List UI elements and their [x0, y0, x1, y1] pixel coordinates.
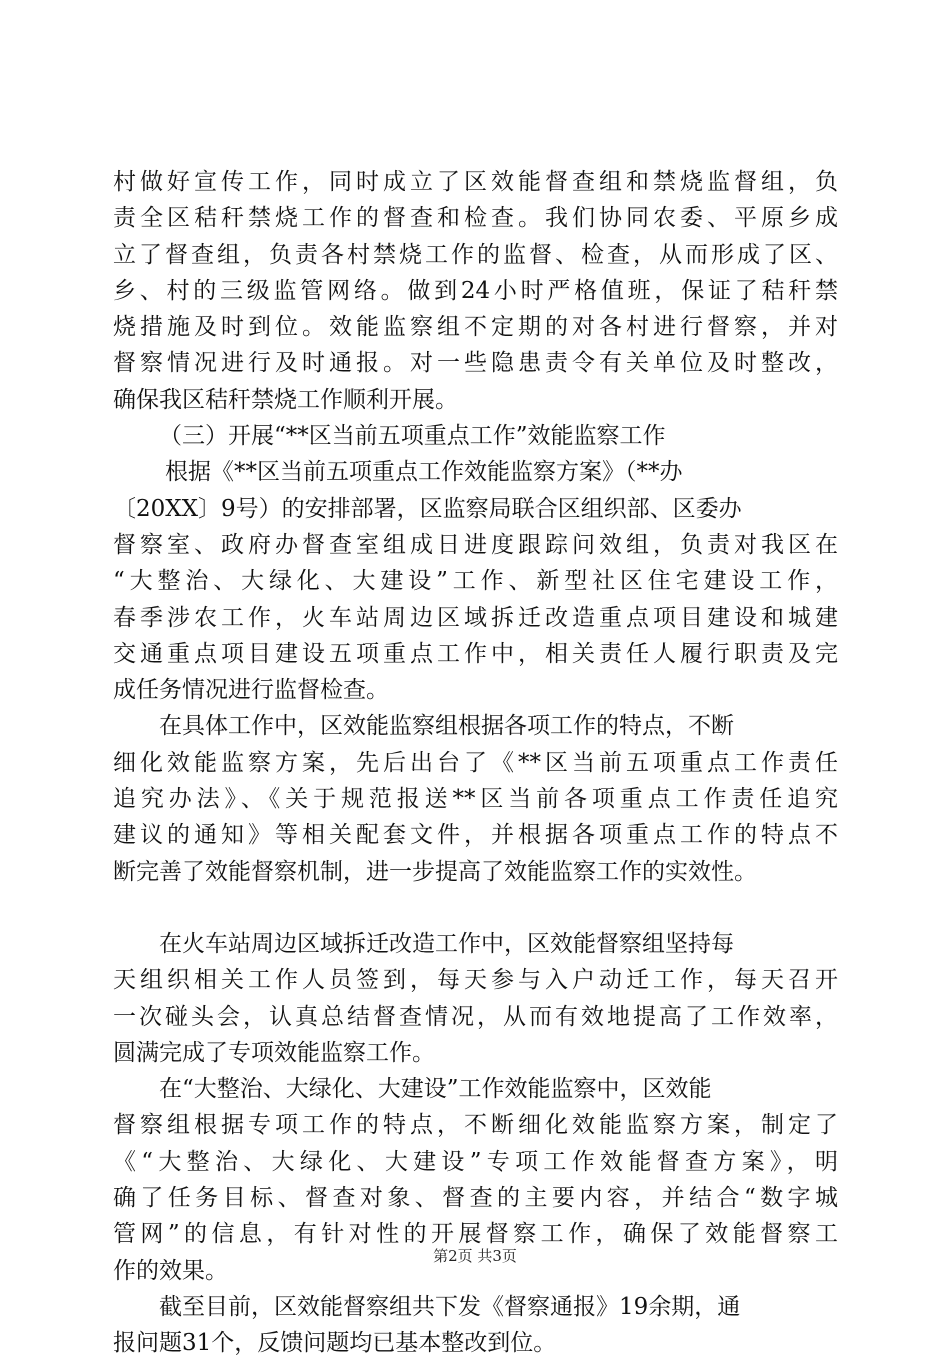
text-line: 截至目前，区效能督察组共下发《督察通报》19余期，通	[159, 1293, 741, 1320]
text-line: 追究办法》、《关于规范报送**区当前各项重点工作责任追究	[113, 786, 838, 813]
text-line: 乡、村的三级监管网络。做到24小时严格值班，保证了秸秆禁	[113, 277, 838, 304]
text-line: 督察室、政府办督查室组成日进度跟踪问效组，负责对我区在	[113, 531, 838, 558]
text-line: 建议的通知》等相关配套文件，并根据各项重点工作的特点不	[113, 822, 838, 849]
document-body	[113, 164, 838, 1362]
text-line: “大整治、大绿化、大建设”工作、新型社区住宅建设工作，	[113, 568, 838, 595]
text-line: 在火车站周边区域拆迁改造工作中，区效能督察组坚持每	[159, 930, 734, 957]
text-line: 报问题31个，反馈问题均已基本整改到位。	[113, 1330, 557, 1357]
text-line: 圆满完成了专项效能监察工作。	[113, 1039, 435, 1066]
text-line: 一次碰头会，认真总结督查情况，从而有效地提高了工作效率，	[113, 1003, 838, 1030]
text-line: 确保我区秸秆禁烧工作顺利开展。	[113, 386, 458, 413]
text-line: 《“大整治、大绿化、大建设”专项工作效能督查方案》，明	[113, 1148, 838, 1175]
text-line: 成任务情况进行监督检查。	[113, 677, 389, 704]
text-line: 立了督查组，负责各村禁烧工作的监督、检查，从而形成了区、	[113, 241, 838, 268]
section-heading: （三）开展“**区当前五项重点工作”效能监察工作	[159, 423, 666, 450]
text-line: 根据《**区当前五项重点工作效能监察方案》（**办	[165, 459, 683, 486]
text-line: 烧措施及时到位。效能监察组不定期的对各村进行督察，并对	[113, 314, 838, 341]
text-line: 督察组根据专项工作的特点，不断细化效能监察方案，制定了	[113, 1112, 838, 1139]
text-line: 交通重点项目建设五项重点工作中，相关责任人履行职责及完	[113, 640, 838, 667]
text-line: 管网”的信息，有针对性的开展督察工作，确保了效能督察工	[113, 1221, 838, 1248]
text-line: 在具体工作中，区效能监察组根据各项工作的特点，不断	[159, 713, 734, 740]
text-line: 天组织相关工作人员签到，每天参与入户动迁工作，每天召开	[113, 967, 838, 994]
paragraph-gap	[113, 890, 838, 926]
page-number: 第2页 共3页	[433, 1247, 517, 1265]
text-line: 村做好宣传工作，同时成立了区效能督查组和禁烧监督组，负	[113, 169, 838, 195]
text-line: 督察情况进行及时通报。对一些隐患责令有关单位及时整改，	[113, 350, 838, 377]
text-line: 春季涉农工作，火车站周边区域拆迁改造重点项目建设和城建	[113, 604, 838, 631]
text-line: 责全区秸秆禁烧工作的督查和检查。我们协同农委、平原乡成	[113, 205, 838, 232]
text-line: 细化效能监察方案，先后出台了《**区当前五项重点工作责任	[113, 749, 838, 776]
text-line: 确了任务目标、督查对象、督查的主要内容，并结合“数字城	[113, 1185, 838, 1212]
text-line: 〔20XX〕9号）的安排部署，区监察局联合区组织部、区委办	[113, 495, 742, 522]
text-line: 断完善了效能督察机制，进一步提高了效能监察工作的实效性。	[113, 858, 757, 885]
text-line: 在“大整治、大绿化、大建设”工作效能监察中，区效能	[159, 1076, 712, 1103]
text-line: 作的效果。	[113, 1257, 228, 1284]
